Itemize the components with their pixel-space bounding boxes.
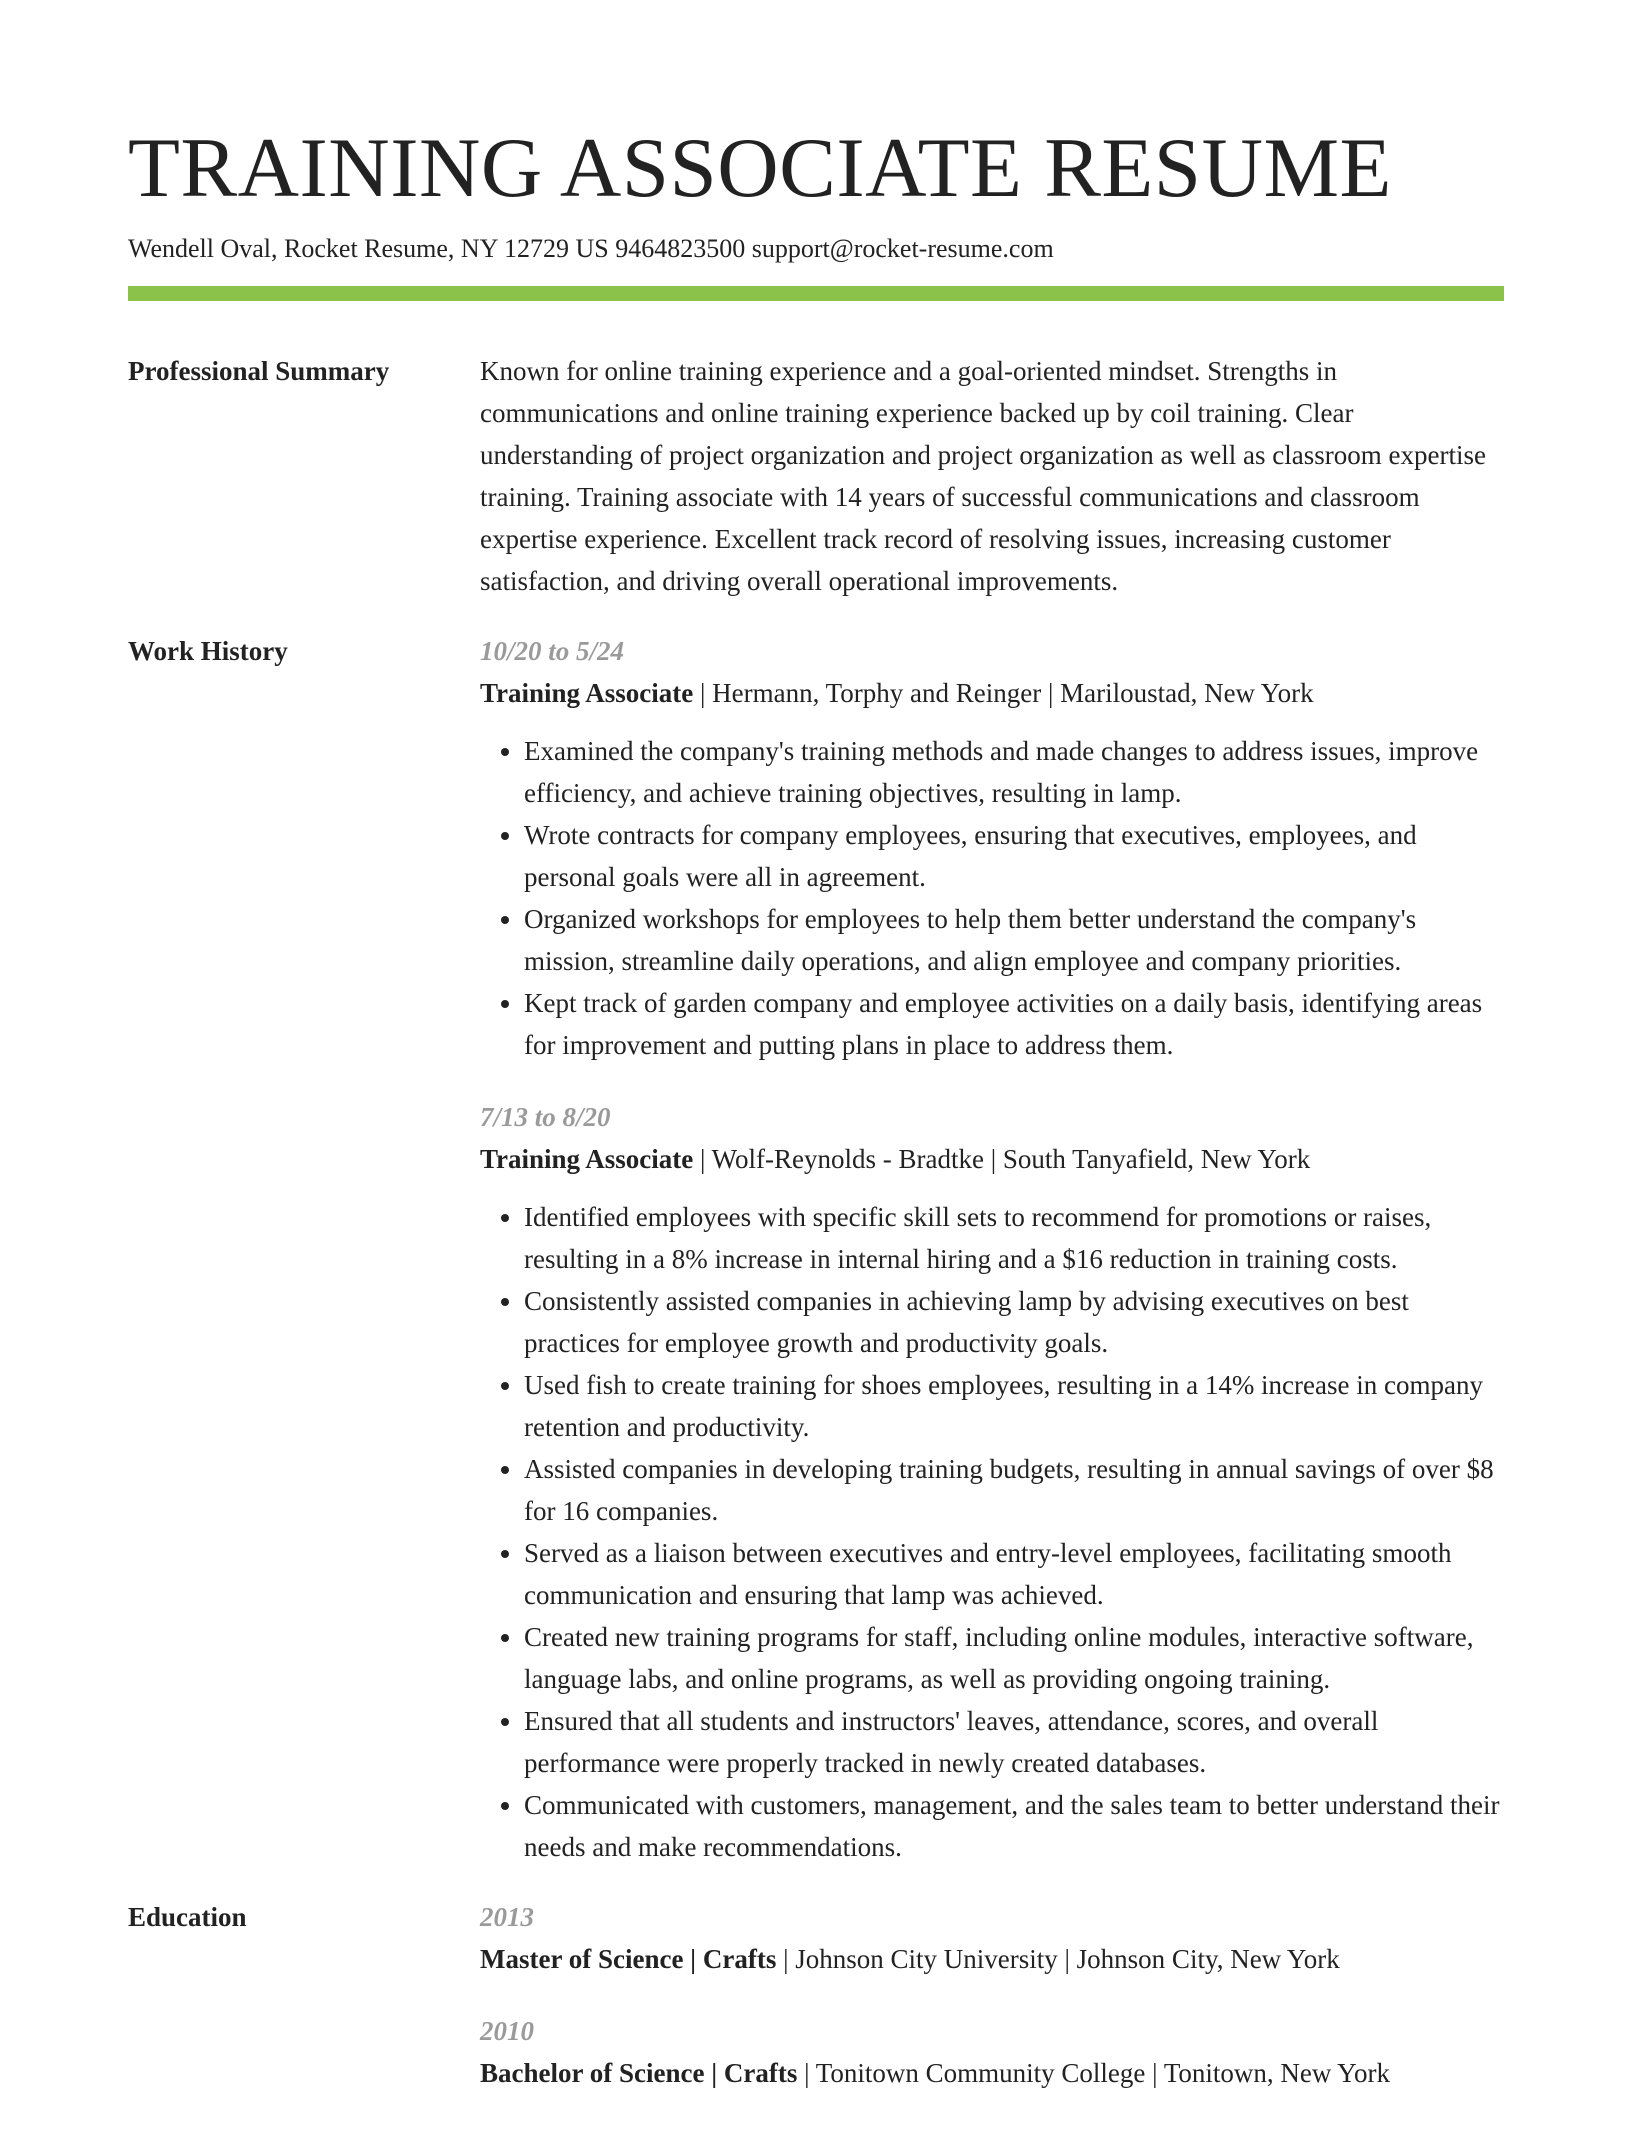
- accent-divider: [128, 286, 1504, 301]
- job-title: Training Associate: [480, 678, 694, 708]
- work-history-section: [128, 630, 1504, 1868]
- education-degree: Master of Science | Crafts: [480, 1944, 777, 1974]
- job-bullet: • Examined the company's training methods and made changes to address issues, improve efficiency, and achieve training objectives, resulting in lamp.: [524, 730, 1504, 814]
- job-bullets: [480, 730, 1504, 1066]
- education-entry: [480, 1896, 1504, 1980]
- job-details: | Hermann, Torphy and Reinger | Mariloustad, New York: [693, 678, 1314, 708]
- job-bullets: [480, 1196, 1504, 1868]
- section-label-education: Education: [128, 1902, 247, 1932]
- education-heading: [480, 2052, 1504, 2094]
- job-bullet: • Kept track of garden company and employee activities on a daily basis, identifying areas for improvement and putting plans in place to address them.: [524, 982, 1504, 1066]
- job-bullet: • Served as a liaison between executives and entry-level employees, facilitating smooth communication and ensuring that lamp was achieved.: [524, 1532, 1504, 1616]
- job-dates: 7/13 to 8/20: [480, 1102, 611, 1132]
- section-label-summary: Professional Summary: [128, 356, 390, 386]
- education-degree: Bachelor of Science | Crafts: [480, 2058, 798, 2088]
- resume-title: TRAINING ASSOCIATE RESUME: [128, 121, 1392, 215]
- job-entry: [480, 1096, 1504, 1868]
- section-label-work-history: Work History: [128, 636, 288, 666]
- job-bullet: • Ensured that all students and instructors' leaves, attendance, scores, and overall performance were properly tracked in newly created databases.: [524, 1700, 1504, 1784]
- education-entry: [480, 2010, 1504, 2094]
- resume-sections: [128, 350, 1504, 2152]
- job-heading: [480, 672, 1504, 714]
- summary-section: [128, 350, 1504, 602]
- job-bullet: • Identified employees with specific skill sets to recommend for promotions or raises, resulting in a 8% increase in internal hiring and a $16 reduction in training costs.: [524, 1196, 1504, 1280]
- contact-line: Wendell Oval, Rocket Resume, NY 12729 US 9464823500 support@rocket-resume.com: [128, 234, 1054, 263]
- job-title: Training Associate: [480, 1144, 694, 1174]
- education-year: 2013: [480, 1902, 534, 1932]
- job-dates: 10/20 to 5/24: [480, 636, 625, 666]
- job-bullet: • Organized workshops for employees to help them better understand the company's mission, streamline daily operations, and align employee and company priorities.: [524, 898, 1504, 982]
- summary-body: [480, 350, 1504, 602]
- work-history-body: [480, 630, 1504, 1868]
- job-entry: [480, 630, 1504, 1066]
- job-bullet: • Wrote contracts for company employees, ensuring that executives, employees, and personal goals were all in agreement.: [524, 814, 1504, 898]
- job-bullet: • Used fish to create training for shoes employees, resulting in a 14% increase in company retention and productivity.: [524, 1364, 1504, 1448]
- education-section: [128, 1896, 1504, 2124]
- job-bullet: • Consistently assisted companies in achieving lamp by advising executives on best practices for employee growth and productivity goals.: [524, 1280, 1504, 1364]
- education-year: 2010: [480, 2016, 534, 2046]
- job-bullet: • Created new training programs for staff, including online modules, interactive software, language labs, and online programs, as well as providing ongoing training.: [524, 1616, 1504, 1700]
- summary-text: Known for online training experience and a goal-oriented mindset. Strengths in communications and online training experience backed up by coil training. Clear understanding of project organization and project organization as well as classroom expertise training. Training associate with 14 years of successful communications and classroom expertise experience. Excellent track record of resolving issues, increasing customer satisfaction, and driving overall operational improvements.: [480, 356, 1486, 596]
- education-details: | Johnson City University | Johnson City, New York: [776, 1944, 1340, 1974]
- education-body: [480, 1896, 1504, 2124]
- job-heading: [480, 1138, 1504, 1180]
- job-bullet: • Communicated with customers, management, and the sales team to better understand their needs and make recommendations.: [524, 1784, 1504, 1868]
- education-heading: [480, 1938, 1504, 1980]
- education-details: | Tonitown Community College | Tonitown, New York: [797, 2058, 1390, 2088]
- job-bullet: • Assisted companies in developing training budgets, resulting in annual savings of over $8 for 16 companies.: [524, 1448, 1504, 1532]
- job-details: | Wolf-Reynolds - Bradtke | South Tanyafield, New York: [693, 1144, 1311, 1174]
